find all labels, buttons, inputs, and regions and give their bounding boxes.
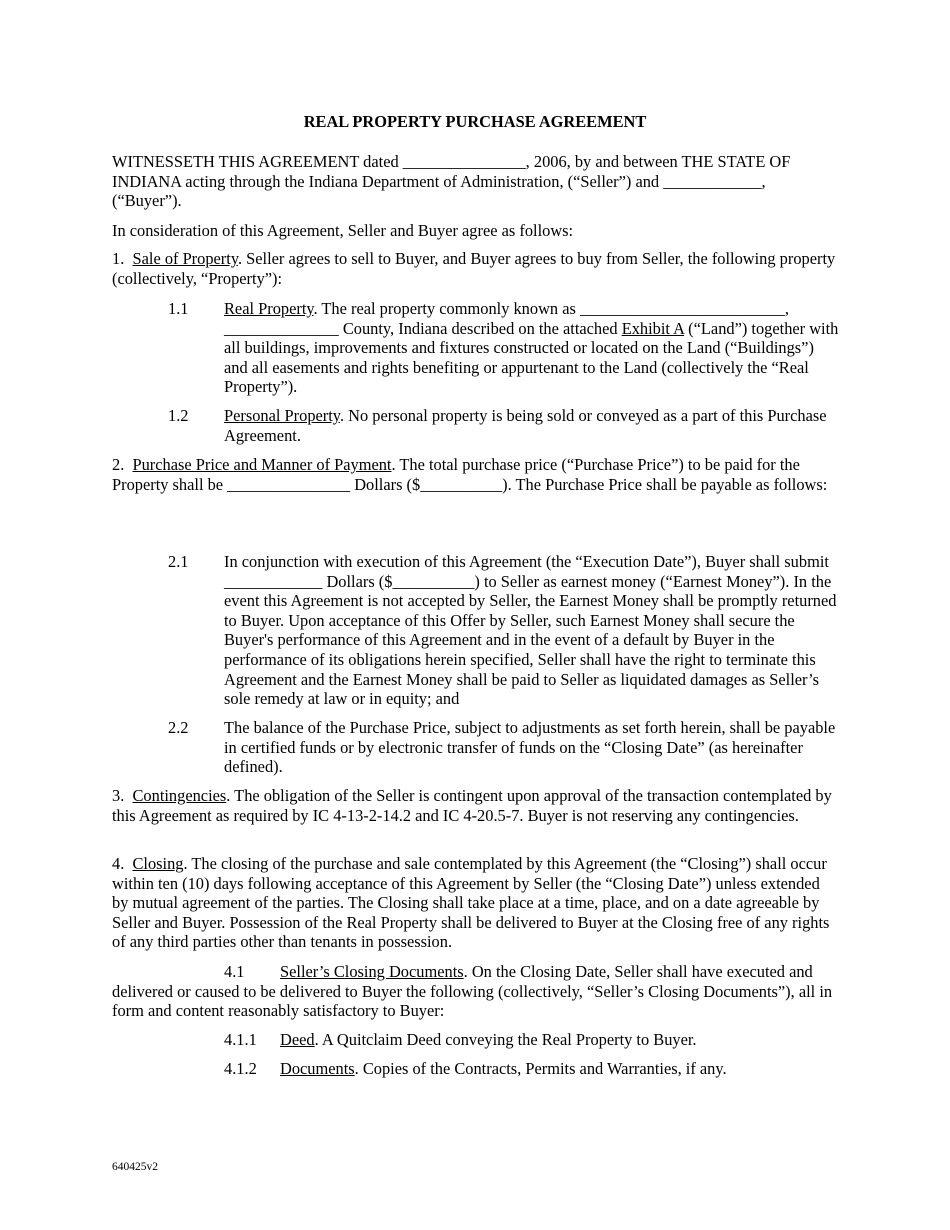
section-3-contingencies [112,786,838,825]
section-text: The balance of the Purchase Price, subject to adjustments as set forth herein, shall be payable in certified funds or by electronic transfer of funds on the “Closing Date” (as hereinafter defined). [224,718,836,777]
section-heading: Seller’s Closing Documents [280,962,464,981]
section-heading: Closing [132,854,184,873]
section-text: . The real property commonly known as _________________________, ______________ County, Indiana described on the attached [224,299,789,338]
section-text: . No personal property is being sold or conveyed as a part of this Purchase Agreement. [224,406,827,445]
section-4-1-sellers-closing-documents [112,962,838,1021]
section-number: 2.1 [168,552,189,571]
section-text: . A Quitclaim Deed conveying the Real Property to Buyer. [314,1030,697,1049]
section-4-closing [112,854,838,952]
section-heading: Purchase Price and Manner of Payment [132,455,392,474]
document-title: REAL PROPERTY PURCHASE AGREEMENT [303,112,647,131]
document-id-footer: 640425v2 [112,1161,158,1173]
section-text: . The obligation of the Seller is contingent upon approval of the transaction contemplated by this Agreement as required by IC 4-13-2-14.2 and IC 4-20.5-7. Buyer is not reserving any contingencies. [112,786,832,825]
section-heading: Sale of Property [132,249,238,268]
section-text: . Seller agrees to sell to Buyer, and Buyer agrees to buy from Seller, the following property (collectively, “Property”): [112,249,836,288]
exhibit-a-reference: Exhibit A [621,318,685,338]
section-number: 2. [112,455,125,474]
section-heading: Personal Property [224,406,340,425]
consideration-paragraph: In consideration of this Agreement, Seller and Buyer agree as follows: [112,221,574,240]
section-number: 4.1 [224,962,245,981]
section-text: . Copies of the Contracts, Permits and Warranties, if any. [354,1059,727,1078]
section-number: 1.1 [168,299,189,318]
section-number: 3. [112,786,125,805]
section-text: (“Land”) together with all buildings, improvements and fixtures constructed or located on the Land (“Buildings”) and all easements and rights benefiting or appurtenant to the Land (collectively the “Real Property”). [224,318,839,397]
section-heading: Real Property [224,299,314,318]
section-1-sale-of-property [112,249,838,288]
section-text: . The closing of the purchase and sale contemplated by this Agreement (the “Closing”) shall occur within ten (10) days following acceptance of this Agreement by Seller (the “Closing Date”) unless extended by mutual agreement of the parties. The Closing shall take place at a time, place, and on a date agreeable by Seller and Buyer. Possession of the Real Property shall be delivered to Buyer at the Closing free of any rights of any third parties other than tenants in possession. [112,854,830,952]
section-body [280,1030,840,1050]
section-number: 2.2 [168,718,189,737]
section-body [280,1059,840,1079]
section-number: 1.2 [168,406,189,425]
section-2-purchase-price [112,455,838,494]
section-number: 4. [112,854,125,873]
section-heading: Contingencies [132,786,227,805]
section-body [224,299,840,397]
section-heading: Deed [280,1030,315,1049]
section-number: 1. [112,249,125,268]
section-text: In conjunction with execution of this Agreement (the “Execution Date”), Buyer shall submit ____________ Dollars ($__________) to Seller as earnest money (“Earnest Money”). In the event this Agreement is not accepted by Seller, the Earnest Money shall be promptly returned to Buyer. Upon acceptance of this Offer by Seller, such Earnest Money shall secure the Buyer's performance of this Agreement and in the event of a default by Buyer in the performance of its obligations herein specified, Seller shall have the right to terminate this Agreement and the Earnest Money shall be paid to Seller as liquidated damages as Seller’s sole remedy at law or in equity; and [224,552,837,709]
section-number: 4.1.2 [224,1059,257,1078]
section-heading: Documents [280,1059,355,1078]
section-text: . The total purchase price (“Purchase Price”) to be paid for the Property shall be _______________ Dollars ($__________). The Purchase Price shall be payable as follows: [112,455,828,494]
section-body [224,406,840,445]
intro-paragraph: WITNESSETH THIS AGREEMENT dated _______________, 2006, by and between THE STATE OF INDIANA acting through the Indiana Department of Administration, (“Seller”) and ____________, (“Buyer”). [112,152,791,211]
section-number: 4.1.1 [224,1030,257,1049]
section-text: . On the Closing Date, Seller shall have executed and delivered or caused to be delivered to Buyer the following (collectively, “Seller’s Closing Documents”), all in form and content reasonably satisfactory to Buyer: [112,962,833,1021]
